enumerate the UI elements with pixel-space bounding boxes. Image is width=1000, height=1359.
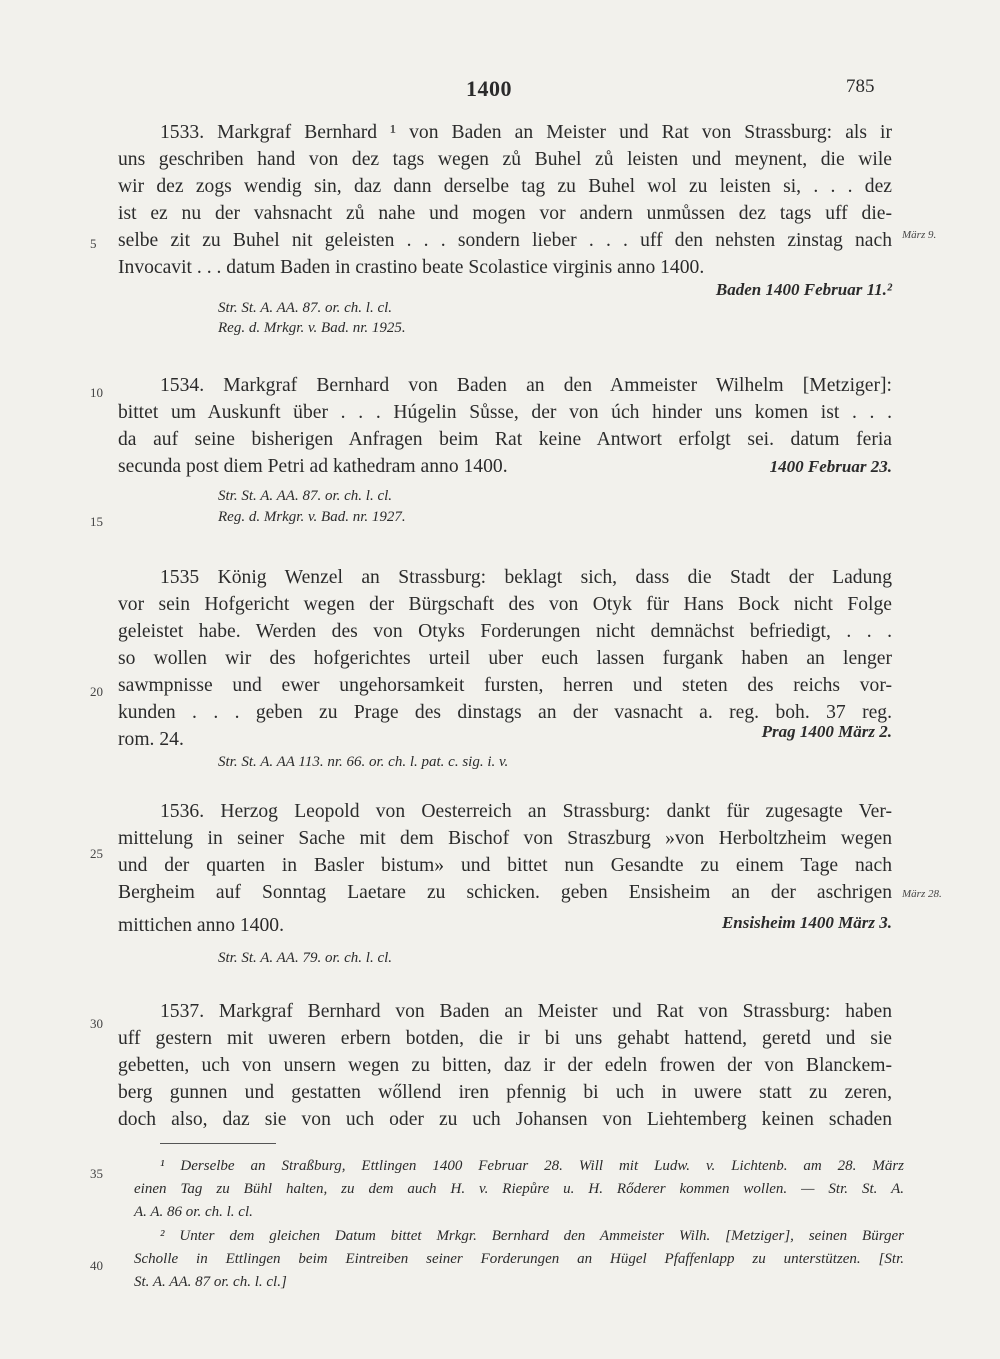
entry-1535-line: sawmpnisse und ewer ungehorsamkeit fursten, herren und steten des reichs vor- xyxy=(118,675,892,696)
entry-1534-dateline: 1400 Februar 23. xyxy=(769,457,892,476)
entry-1535-line: vor sein Hofgericht wegen der Bürgschaft des von Otyk für Hans Bock nicht Folge xyxy=(118,594,892,615)
entry-1537-line: 1537. Markgraf Bernhard von Baden an Meister und Rat von Strassburg: haben xyxy=(160,1001,892,1022)
entry-1537-line: uff gestern mit uweren erbern botden, die ir bi uns gehabt hattend, geretd und sie xyxy=(118,1028,892,1049)
entry-1533-line: uns geschriben hand von dez tags wegen zů Buhel zů leisten und meynent, die wile xyxy=(118,149,892,170)
line-number: 35 xyxy=(90,1166,103,1181)
entry-1534-line: secunda post diem Petri ad kathedram anno 1400. xyxy=(118,456,508,477)
entry-1537-line: berg gunnen und gestatten wőllend iren pfennig bi uch in uwere statt zu zeren, xyxy=(118,1082,892,1103)
entry-1535-line: kunden . . . geben zu Prage des dinstags an der vasnacht a. reg. boh. 37 reg. xyxy=(118,702,892,723)
page-number: 785 xyxy=(846,76,875,97)
entry-1534-line: da auf seine bisherigen Anfragen beim Rat keine Antwort erfolgt sei. datum feria xyxy=(118,429,892,450)
entry-1535-source: Str. St. A. AA 113. nr. 66. or. ch. l. pat. c. sig. i. v. xyxy=(218,754,509,770)
line-number: 40 xyxy=(90,1258,103,1273)
entry-1537-line: gebetten, uch von unsern wegen zu bitten, daz ir der edeln frowen der von Blanckem- xyxy=(118,1055,892,1076)
line-number: 30 xyxy=(90,1016,103,1031)
footnote-1-line: einen Tag zu Bühl halten, zu dem auch H. v. Riepůre u. H. Rőderer kommen wollen. — Str. St. A. xyxy=(134,1181,904,1197)
entry-1535-line: rom. 24. xyxy=(118,729,184,750)
entry-1537-line: doch also, daz sie von uch oder zu uch Johansen von Liehtemberg keinen schaden xyxy=(118,1109,892,1130)
line-number: 25 xyxy=(90,846,103,861)
entry-1533-line: selbe zit zu Buhel nit geleisten . . . sondern lieber . . . uff den nehsten zinstag nach xyxy=(118,230,892,251)
footnote-divider xyxy=(160,1143,276,1144)
margin-note: März 28. xyxy=(902,888,942,900)
line-number: 5 xyxy=(90,236,97,251)
entry-1536-line: 1536. Herzog Leopold von Oesterreich an Strassburg: dankt für zugesagte Ver- xyxy=(160,801,892,822)
entry-1536-line: Bergheim auf Sonntag Laetare zu schicken. geben Ensisheim an der aschrigen xyxy=(118,882,892,903)
entry-1535-dateline: Prag 1400 März 2. xyxy=(761,722,892,741)
footnote-2-line: ² Unter dem gleichen Datum bittet Mrkgr. Bernhard den Ammeister Wilh. [Metziger], seinen Bürger xyxy=(160,1228,904,1244)
entry-1534-source: Str. St. A. AA. 87. or. ch. l. cl. xyxy=(218,488,393,504)
footnote-2-line: St. A. AA. 87 or. ch. l. cl.] xyxy=(134,1274,287,1290)
entry-1536-line: und der quarten in Basler bistum» und bittet nun Gesandte zu einem Tage nach xyxy=(118,855,892,876)
entry-1536-line: mittichen anno 1400. xyxy=(118,915,284,936)
entry-1534-line: 1534. Markgraf Bernhard von Baden an den Ammeister Wilhelm [Metziger]: xyxy=(160,375,892,396)
footnote-1-line: A. A. 86 or. ch. l. cl. xyxy=(134,1204,253,1220)
entry-1535-line: 1535 König Wenzel an Strassburg: beklagt sich, dass die Stadt der Ladung xyxy=(160,567,892,588)
entry-1533-dateline: Baden 1400 Februar 11.² xyxy=(715,280,892,299)
footnote-1-line: ¹ Derselbe an Straßburg, Ettlingen 1400 Februar 28. Will mit Ludw. v. Lichtenb. am 28. März xyxy=(160,1158,904,1174)
entry-1533-line: wir dez zogs wendig sin, daz dann derselbe tag zu Buhel wol zu leisten si, . . . dez xyxy=(118,176,892,197)
line-number: 10 xyxy=(90,385,103,400)
entry-1535-line: so wollen wir des hofgerichtes urteil uber euch lassen furgank haben an lenger xyxy=(118,648,892,669)
entry-1533-line: ist ez nu der vahsnacht zů nahe und mogen vor andern unmůssen dez tags uff die- xyxy=(118,203,892,224)
running-header-year: 1400 xyxy=(466,76,512,101)
footnote-2-line: Scholle in Ettlingen beim Eintreiben seiner Forderungen an Hügel Pfaffenlapp zu unterstützen. [Str. xyxy=(134,1251,904,1267)
line-number: 20 xyxy=(90,684,103,699)
entry-1534-source: Reg. d. Mrkgr. v. Bad. nr. 1927. xyxy=(218,509,406,525)
entry-1533-source: Str. St. A. AA. 87. or. ch. l. cl. xyxy=(218,300,393,316)
entry-1534-line: bittet um Auskunft über . . . Húgelin Sůsse, der von úch hinder uns komen ist . . . xyxy=(118,402,892,423)
margin-note: März 9. xyxy=(902,229,937,241)
line-number: 15 xyxy=(90,514,103,529)
entry-1536-source: Str. St. A. AA. 79. or. ch. l. cl. xyxy=(218,950,393,966)
entry-1533-source: Reg. d. Mrkgr. v. Bad. nr. 1925. xyxy=(218,320,406,336)
entry-1533-line: 1533. Markgraf Bernhard ¹ von Baden an Meister und Rat von Strassburg: als ir xyxy=(160,122,892,143)
entry-1536-dateline: Ensisheim 1400 März 3. xyxy=(721,913,892,932)
entry-1533-line: Invocavit . . . datum Baden in crastino beate Scolastice virginis anno 1400. xyxy=(118,257,705,278)
entry-1536-line: mittelung in seiner Sache mit dem Bischof von Straszburg »von Herboltzheim wegen xyxy=(118,828,892,849)
entry-1535-line: geleistet habe. Werden des von Otyks Forderungen nicht demnächst befriedigt, . . . xyxy=(118,621,892,642)
